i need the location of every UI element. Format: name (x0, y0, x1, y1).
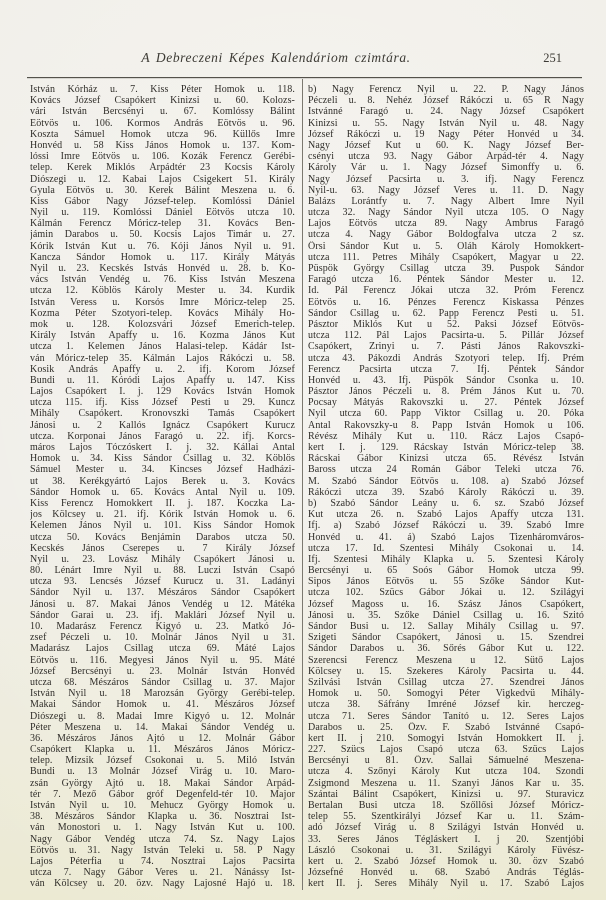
text-line: utcza 4. Szőnyi Károly Kut utcza 104. Szondi (308, 766, 584, 778)
text-line: Józsefné Honvéd u. 68. Szabó András Téglás- (308, 867, 584, 879)
text-line: Csapókert, Zrinyi u. 7. Pásti János Rakovszki- (308, 341, 584, 353)
text-line: Lajos Péterfia u 74. Nosztrai Lajos Pacsirta (30, 855, 295, 867)
text-line: ván Monostori u. 1. Nagy István Kut u. 100. (30, 822, 295, 834)
text-line: ut 38. Kerékgyártó Lajos Berek u. 3. Kovács (30, 475, 295, 487)
text-line: 38. Mészáros Sándor Klapka u. 36. Nosztrai Ist- (30, 811, 295, 823)
text-line: jos Kölcsey u. 21. ifj. Kórik István Homok u. 6. (30, 509, 295, 521)
text-line: máros Lajos Tóczóskert I. j. 32. Kállai Antal (30, 442, 295, 453)
text-line: utcza. Korponai János Faragó u. 22. ifj. Korcs- (30, 430, 295, 442)
column-divider (302, 79, 303, 890)
text-line: Szilvási István Csillag utcza 27. Szendrei János (308, 676, 584, 688)
text-line: utcza 112. Pál Lajos Pacsirta-u. 5. Pillár József (308, 330, 584, 342)
text-line: Kosik András Apaffy u. 2. ifj. Korom József (30, 363, 295, 375)
text-line: Kozma Péter Szotyori-telep. Kovács Mihály Ho- (30, 307, 295, 319)
text-line: Csapókert Klapka u. 11. Mészáros János Móricz- (30, 744, 295, 756)
text-line: Lajos Eötvös utcza 89. Nagy Ambrus Faragó (308, 218, 584, 230)
text-line: zsán György Ajtó u. 18. Makai Sándor Árpád- (30, 777, 295, 789)
text-line: Honvéd u. 41. á) Szabó Lajos Tizenháromváros- (308, 531, 584, 543)
text-line: Bertalan Busi utcza 18. Szőllősi József Móricz- (308, 800, 584, 811)
text-column-left (30, 84, 295, 890)
text-line: utcza 17. Id. Szentesi Mihály Csokonai u. 14. (308, 542, 584, 554)
text-line: László Csokonai u. 31. Szilágyi Károly Füvész- (308, 844, 584, 856)
text-columns (30, 84, 584, 890)
text-line: Kölcsey u. 15. Szekeres Károly Pacsirta u. 44. (308, 665, 584, 677)
text-line: 36. Mészáros János Ajtó u 12. Molnár Gábor (30, 732, 295, 744)
text-line: Károly Vár u. 1. Nagy József Simonffy u. 6. (308, 162, 584, 174)
page-number: 251 (543, 51, 562, 65)
text-line: zsef Péczeli u. 10. Molnár János Nyil u 31. (30, 632, 295, 644)
text-line: utcza 102. Szücs Gábor Jókai u. 12. Szilágyi (308, 587, 584, 599)
text-line: Örsi Sándor Kut u. 5. Oláh Károly Homokkert- (308, 240, 584, 252)
text-line: Faragó utcza 16. Péntek Sándor Mester u. 12. (308, 274, 584, 286)
text-line: Honvéd u. 43. Ifj. Püspök Sándor Csonka u. 10. (308, 374, 584, 386)
text-line: Bercsényi u. 65 Soós Gábor Homok utcza 99. (308, 565, 584, 577)
text-line: Jánosi u. 87. Makai János Vendég u 12. Mátéka (30, 598, 295, 610)
text-line: Kancza Sándor Homok u. 117. Király Mátyás (30, 251, 295, 263)
text-line: utcza 50. Kovács Benjámin Darabos utcza 50. (30, 531, 295, 543)
text-line: Sándor Garai u. 23. ifj. Maklári József Nyil u. (30, 609, 295, 621)
text-line: vári István Bercsényi u. 67. Komlóssy Bálint (30, 106, 295, 118)
text-line: 10. Madarász Ferencz Kigyó u. 23. Matkó Jó- (30, 621, 295, 632)
text-line: kert I. j. 129. Rácskay István Móricz-telep 38. (308, 442, 584, 453)
text-line: Nyil utcza 60. Papp Viktor Csillag u. 20. Póka (308, 408, 584, 420)
text-line: Eötvös u. 31. Nagy István Teleki u. 58. P Nagy (30, 844, 295, 856)
text-line: Eötvös u. 16. Pénzes Ferencz Kiskassa Pénzes (308, 296, 584, 308)
text-line: Baross utcza 24 Román Gábor Teleki utcza 76. (308, 464, 584, 476)
text-line: Darabos u. 25. Özv. F. Szabó Istvánné Csapó- (308, 721, 584, 733)
text-line: Rákóczi utcza 39. Szabó Károly Rákóczi u. 39. (308, 486, 584, 498)
text-line: Honvéd u. 58 Kiss János Homok u. 137. Kom- (30, 139, 295, 151)
text-line: Bercsényi u 81. Özv. Sallai Sámuelné Meszena- (308, 755, 584, 767)
text-line: utcza 4. Nagy Gábor Boldogfalva utcza 2 sz. (308, 229, 584, 241)
text-line: utcza 93. Lencsés József Kurucz u. 31. Ladányi (30, 576, 295, 588)
text-line: Nagy József Kut u 60. K. Nagy József Ber- (308, 139, 584, 151)
text-line: telep 55. Szentkirályi József Kar u. 11. Szám- (308, 811, 584, 823)
text-line: Pásztor Miklós Kut u 52. Paksi József Eötvös- (308, 318, 584, 330)
text-line: lóssi Imre Eötvös u. 106. Kozák Ferencz Gerébi- (30, 151, 295, 163)
text-line: Eötvös u. 116. Megyesi János Nyil u. 95. Máté (30, 654, 295, 666)
text-line: Koszta Sámuel Homok utcza 96. Küllős Imre (30, 128, 295, 140)
text-line: Sipos János Eötvös u. 55 Szőke Sándor Kut- (308, 576, 584, 588)
text-line: Istvánné Faragó u. 24. Nagy József Csapókert (308, 106, 584, 118)
text-line: Homok u. 34. Kiss Sándor Csillag u. 32. Köblös (30, 453, 295, 465)
text-line: utcza 43. Pákozdi András Szotyori telep. Ifj. Prém (308, 352, 584, 364)
text-line: b) Szabó Sándor Leány u. 6. sz. Szabó József (308, 497, 584, 509)
text-line: utcza 12. Köblös Károly Mester u. 34. Kurdik (30, 285, 295, 297)
text-line: Nyil u. 119. Komlóssi Dániel Eötvös utcza 10. (30, 207, 295, 219)
text-line: Kiss Gábor Nagy József-telep. Komlóssi Dániel (30, 195, 295, 207)
text-line: utcza 71. Seres Sándor Tanító u. 12. Seres Lajos (308, 710, 584, 722)
running-title: A Debreczeni Képes Kalendáriom czimtára. (141, 50, 411, 65)
text-line: István Veress u. Korsós Imre Móricz-telep 25. (30, 296, 295, 308)
text-line: utcza 1. Kelemen János Halasi-telep. Kádár Ist- (30, 341, 295, 353)
text-line: Péczeli u. 8. Nehéz József Rákóczi u. 65 R Nagy (308, 95, 584, 107)
text-line: Homok u. 50. Somogyi Péter Vigkedvü Mihály- (308, 688, 584, 700)
text-line: Makai Sándor Homok u. 41. Mészáros József (30, 699, 295, 711)
text-line: Diószegi u. 8. Madai Imre Kigyó u. 12. Molnár (30, 710, 295, 722)
text-line: Püspök György Csillag utcza 39. Puspok Sándor (308, 263, 584, 274)
text-line: Sándor Nyil u. 137. Mészáros Sándor Csapókert (30, 587, 295, 599)
text-line: csényi utcza 93. Nagy Gábor Árpád-tér 4. Nagy (308, 151, 584, 163)
text-line: telep. Mizsik József Csokonai u. 5. Miló István (30, 755, 295, 767)
text-line: Szerencsi Ferencz Meszena u 12. Sütő Lajos (308, 654, 584, 666)
text-line: Kut utcza 26. n. Szabó Lajos Apaffy utcza 131. (308, 509, 584, 521)
text-line: kert u. 2. Szabó József Homok u. 30. özv Szabó (308, 855, 584, 867)
text-line: Diószegi u. 12. Kabai Lajos Csigekert 51. Király (30, 173, 295, 185)
text-line: István Nyil u. 10. Mehucz György Homok u. (30, 800, 295, 811)
text-line: Jánosi u. 35. Szőke Dániel Csillag u. 16. Szitó (308, 609, 584, 621)
text-line: Sámuel Mester u. 34. Kincses József Hadházi- (30, 464, 295, 476)
text-line: Ferencz Pacsirta utcza 7. Ifj. Péntek Sándor (308, 363, 584, 375)
text-line: M. Szabó Sándor Eötvös u. 108. a) Szabó József (308, 475, 584, 487)
text-line: Jánosi u. 2 Kallós Ignácz Csapókert Kurucz (30, 419, 295, 431)
text-line: Kálmán Ferencz Móricz-telep 31. Kovács Ben- (30, 218, 295, 230)
text-column-right (308, 84, 584, 890)
text-line: Pásztor János Péczeli u. 8. Prém János Kut u. 70. (308, 386, 584, 398)
text-line: Nagy Gábor Vendég utcza 74. Sz. Nagy Lajos (30, 833, 295, 845)
text-line: József Rákóczi u. 19 Nagy Péter Honvéd u 34. (308, 128, 584, 140)
text-line: b) Nagy Ferencz Nyil u. 22. P. Nagy János (308, 84, 584, 95)
text-line: Ifj. Szentesi Mihály Klapka u. 5. Szentesi Károly (308, 553, 584, 565)
text-line: Kiss Ferencz Homokkert II. j. 187. Koczka La- (30, 497, 295, 509)
text-line: Rácskai Gábor Kinizsi utcza 65. Révész István (308, 453, 584, 465)
text-line: tér 7. Mező Gábor gróf Degenfeld-tér 10. Major (30, 788, 295, 800)
text-line: utcza 7. Nagy Gábor Veres u. 21. Nánássy Ist- (30, 867, 295, 879)
text-line: Nyil u. 23. Lovász Mihály Csapókert Jánosi u. (30, 553, 295, 565)
header-rule (27, 77, 582, 78)
text-line: Sándor Homok u. 65. Kovács Antal Nyil u. 109. (30, 486, 295, 498)
text-line: utcza 68. Mészáros Sándor Csillag u. 37. Major (30, 676, 295, 688)
text-line: mok u. 128. Kolozsvári József Emerich-telep. (30, 318, 295, 330)
text-line: 227. Szücs Lajos Csapó utcza 63. Szücs Lajos (308, 744, 584, 756)
text-line: utcza 111. Petres Mihály Csapókert, Magyar u 22. (308, 251, 584, 263)
text-line: utcza 115. ifj. Kiss József Pesti u 29. Kuncz (30, 397, 295, 409)
text-line: ván Móricz-telep 35. Kálmán Lajos Rákóczi u. 58. (30, 352, 295, 364)
text-line: 33. Seres János Tégláskert I. j 20. Szentjóbi (308, 833, 584, 845)
text-line: Kórik István Kut u. 76. Kóji János Nyil u. 91. (30, 240, 295, 252)
text-line: jámin Darabos u. 50. Kocsis Lajos Timár u. 27. (30, 229, 295, 241)
text-line: Nyil u. 23. Kecskés Istvás Honvéd u. 28. b. Ko- (30, 263, 295, 274)
text-line: Antal Rakovszky-u 8. Papp István Homok u 106. (308, 419, 584, 431)
text-line: Gyula Eötvös u. 30. Kerek Bálint Meszena u. 6. (30, 184, 295, 196)
text-line: Kovács József Csapókert Kinizsi u. 60. Kolozs- (30, 95, 295, 107)
text-line: Lajos Csapókert I. j. 129 Kovács István Homok (30, 386, 295, 398)
text-line: Szigeti Sándor Csapókert, Jánosi u. 15. Szendrei (308, 632, 584, 644)
text-line: Ifj. a) Szabó József Rákóczi u. 39. Szabó Imre (308, 520, 584, 532)
text-line: Id. Pál Ferencz Jókai utcza 32. Próm Ferencz (308, 285, 584, 297)
text-line: vács István Vendég u. 76. Kiss István Meszena (30, 274, 295, 286)
text-line: kert II. j. Seres Mihály Nyil u. 17. Szabó Lajos (308, 878, 584, 890)
text-line: István Kórház u. 7. Kiss Péter Homok u. 118. (30, 84, 295, 95)
text-line: István Nyil u. 18 Marozsán György Gerébi-telep. (30, 688, 295, 700)
text-line: Nyil-u. 63. Nagy József Veres u. 11. D. Nagy (308, 184, 584, 196)
text-line: adó József Virág u. 8 Szilágyi István Honvéd u. (308, 822, 584, 834)
text-line: Madarász Lajos Csillag utcza 69. Máté Lajos (30, 643, 295, 655)
text-line: Sándor Busi u. 12. Sallay Mihály Csillag u. 97. (308, 621, 584, 632)
text-line: József Magoss u. 16. Szász János Csapókert, (308, 598, 584, 610)
text-line: Kecskés János Cserepes u. 7 Király József (30, 542, 295, 554)
text-line: Király István Apaffy u. 16. Kozma János Kut (30, 330, 295, 342)
text-line: Péter Meszena u. 14. Makai Sándor Vendég u. (30, 721, 295, 733)
text-line: Kinizsi u. 55. Nagy István Nyil u. 48. Nagy (308, 117, 584, 129)
text-line: Mihály Csapókert. Kronovszki Tamás Csapókert (30, 408, 295, 420)
text-line: kert II. j 210. Somogyi István Homokkert II. j. (308, 732, 584, 744)
text-line: Balázs Lorántfy u. 7. Nagy Albert Imre Nyil (308, 195, 584, 207)
text-line: Révész Mihály Kut u. 110. Rácz Lajos Csapó- (308, 430, 584, 442)
text-line: Bundi u. 11. Kóródi Lajos Apaffy u. 147. Kiss (30, 374, 295, 386)
text-line: Eötvös u. 106. Kormos András Eötvös u. 96. (30, 117, 295, 129)
text-line: Sándor Csillag u. 62. Papp Ferencz Pesti u. 51. (308, 307, 584, 319)
text-line: Kelemen János Nyil u. 101. Kiss Sándor Homok (30, 520, 295, 532)
page-header (30, 50, 582, 74)
text-line: ván Kölcsey u. 20. özv. Nagy Lajosné Hajó u. 18. (30, 878, 295, 890)
text-line: Szántai Bálint Csapókert, Kinizsi u. 97. Sturavicz (308, 788, 584, 800)
text-line: Zsigmond Meszena u. 11. Szanyi János Kar u. 35. (308, 777, 584, 789)
text-line: 80. Lénárt Imre Nyil u. 88. Luczi István Csapó (30, 565, 295, 577)
text-line: József Bercsényi u. 23. Molnár István Honvéd (30, 665, 295, 677)
text-line: utcza 32. Nagy Sándor Nyil utcza 105. Ó Nagy (308, 207, 584, 219)
text-line: Pocsay Mátyás Rakovszki u. 27. Péntek József (308, 397, 584, 409)
text-line: Bundi u. 13 Molnár József Virág u. 10. Maro- (30, 766, 295, 778)
text-line: Sándor Darabos u. 36. Sőrés Gábor Kut u. 122. (308, 643, 584, 655)
text-line: Nagy József Pacsirta u. 3. ifj. Nagy Ferencz (308, 173, 584, 185)
text-line: utcza 38. Sáfrány Imréné József kir. herczeg- (308, 699, 584, 711)
text-line: telep. Kerek Miklós Árpádtér 23 Kocsis Károly (30, 162, 295, 174)
